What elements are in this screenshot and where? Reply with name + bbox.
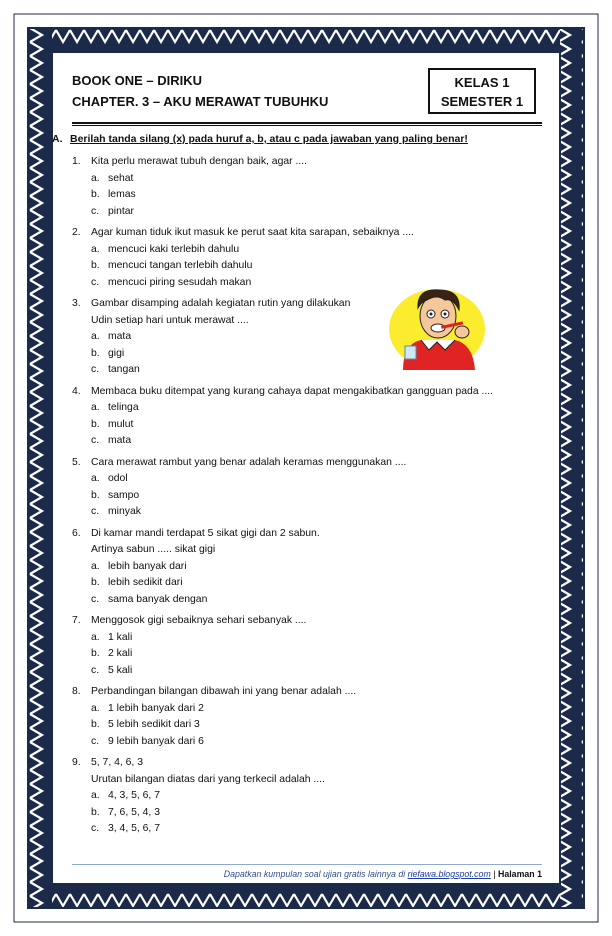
answer-option[interactable] — [72, 701, 542, 718]
option-letter: c. — [91, 664, 100, 676]
question-number: 8. — [72, 686, 81, 697]
answer-option[interactable] — [72, 242, 542, 259]
answer-option[interactable] — [72, 592, 542, 609]
option-text: 4, 3, 5, 6, 7 — [108, 790, 160, 801]
option-letter: b. — [91, 260, 100, 271]
question-number: 6. — [72, 527, 81, 539]
question-line — [72, 384, 542, 401]
question-line — [72, 755, 542, 772]
answer-option[interactable] — [72, 187, 542, 204]
option-letter: a. — [91, 473, 100, 484]
answer-option[interactable] — [72, 258, 542, 275]
option-letter: a. — [91, 790, 100, 801]
question-9 — [72, 755, 542, 838]
answer-option[interactable] — [72, 734, 542, 751]
answer-option[interactable] — [72, 488, 542, 505]
question-8 — [72, 684, 542, 750]
option-text: mulut — [108, 418, 134, 430]
option-text: sehat — [108, 172, 134, 184]
answer-option[interactable] — [72, 504, 542, 521]
header-titles — [72, 70, 328, 112]
option-letter: a. — [91, 702, 100, 714]
question-number: 1. — [72, 156, 81, 167]
answer-option[interactable] — [72, 559, 542, 576]
question-line — [72, 225, 542, 242]
option-text: tangan — [108, 364, 140, 375]
question-text: Kita perlu merawat tubuh dengan baik, agar .... — [91, 156, 308, 167]
question-text: Gambar disamping adalah kegiatan rutin yang dilakukan — [91, 298, 351, 309]
question-number: 9. — [72, 757, 81, 768]
question-1 — [72, 154, 542, 220]
option-letter: b. — [91, 719, 100, 730]
semester-label: SEMESTER 1 — [440, 94, 524, 109]
answer-option[interactable] — [72, 663, 542, 680]
answer-option[interactable] — [72, 417, 542, 434]
option-text: 1 kali — [108, 631, 133, 643]
option-letter: c. — [91, 435, 100, 446]
question-list — [72, 154, 542, 843]
option-letter: c. — [91, 205, 100, 217]
option-text: 5 lebih sedikit dari 3 — [108, 719, 200, 730]
question-text: Membaca buku ditempat yang kurang cahaya dapat mengakibatkan gangguan pada .... — [91, 385, 494, 397]
chapter-title: CHAPTER. 3 – AKU MERAWAT TUBUHKU — [72, 94, 329, 109]
option-letter: b. — [91, 648, 100, 659]
option-text: sama banyak dengan — [108, 593, 208, 605]
question-line — [72, 613, 542, 630]
option-text: 1 lebih banyak dari 2 — [108, 702, 204, 714]
option-letter: c. — [91, 276, 100, 288]
option-letter: c. — [91, 593, 100, 605]
class-label: KELAS 1 — [454, 75, 510, 90]
answer-option[interactable] — [72, 646, 542, 663]
option-text: minyak — [108, 506, 141, 517]
option-text: 5 kali — [108, 664, 133, 676]
option-letter: a. — [91, 560, 100, 572]
question-text-continued: Urutan bilangan diatas dari yang terkecil adalah .... — [91, 773, 325, 785]
section-letter: A. — [52, 133, 63, 145]
option-letter: a. — [91, 631, 100, 643]
question-6 — [72, 526, 542, 609]
question-line — [72, 526, 542, 543]
question-number: 4. — [72, 385, 81, 397]
option-letter: b. — [91, 489, 100, 501]
question-text: Menggosok gigi sebaiknya sehari sebanyak .... — [91, 615, 307, 626]
class-box — [428, 68, 536, 114]
option-letter: b. — [91, 189, 100, 200]
question-line — [72, 455, 542, 472]
header-rule-thick — [72, 122, 542, 124]
question-7 — [72, 613, 542, 679]
option-text: mencuci piring sesudah makan — [108, 276, 252, 288]
worksheet-header — [72, 70, 542, 120]
footer-separator: | — [493, 869, 496, 879]
section-instruction: Berilah tanda silang (x) pada huruf a, b, atau c pada jawaban yang paling benar! — [70, 133, 468, 145]
answer-option[interactable] — [72, 821, 542, 838]
page-footer — [72, 869, 542, 879]
option-letter: b. — [91, 806, 100, 818]
option-text: telinga — [108, 402, 139, 413]
question-line — [72, 684, 542, 701]
question-number: 3. — [72, 298, 81, 309]
option-text: pintar — [108, 205, 134, 217]
question-number: 7. — [72, 615, 81, 626]
option-text: 3, 4, 5, 6, 7 — [108, 823, 160, 834]
answer-option[interactable] — [72, 471, 542, 488]
option-text: lebih banyak dari — [108, 560, 187, 572]
option-text: 9 lebih banyak dari 6 — [108, 735, 204, 747]
footer-text: Dapatkan kumpulan soal ujian gratis lainnya di — [223, 869, 406, 879]
answer-option[interactable] — [72, 400, 542, 417]
option-letter: c. — [91, 735, 100, 747]
page-number: Halaman 1 — [497, 869, 542, 879]
answer-option[interactable] — [72, 171, 542, 188]
option-text: 7, 6, 5, 4, 3 — [108, 806, 160, 818]
answer-option[interactable] — [72, 433, 542, 450]
option-letter: b. — [91, 347, 100, 359]
answer-option[interactable] — [72, 575, 542, 592]
question-number: 2. — [72, 227, 81, 238]
option-text: mencuci kaki terlebih dahulu — [108, 243, 240, 255]
option-text: gigi — [108, 347, 125, 359]
book-title: BOOK ONE – DIRIKU — [72, 73, 203, 88]
option-letter: c. — [91, 823, 100, 834]
option-text: lebih sedikit dari — [108, 577, 183, 588]
question-text: Di kamar mandi terdapat 5 sikat gigi dan 2 sabun. — [91, 527, 320, 539]
question-text: Perbandingan bilangan dibawah ini yang benar adalah .... — [91, 686, 357, 697]
question-4 — [72, 384, 542, 450]
question-line — [72, 154, 542, 171]
option-text: lemas — [108, 189, 136, 200]
question-text: Cara merawat rambut yang benar adalah keramas menggunakan .... — [91, 456, 407, 468]
answer-option[interactable] — [72, 204, 542, 221]
header-rule-thin — [72, 125, 542, 126]
footer-rule — [72, 864, 542, 865]
question-text-continued: Udin setiap hari untuk merawat .... — [91, 314, 249, 326]
option-letter: a. — [91, 243, 100, 255]
option-text: mata — [108, 435, 132, 446]
answer-option[interactable] — [72, 805, 542, 822]
question-5 — [72, 455, 542, 521]
answer-option[interactable] — [72, 630, 542, 647]
option-letter: b. — [91, 418, 100, 430]
option-text: sampo — [108, 489, 140, 501]
option-text: 2 kali — [108, 648, 133, 659]
option-text: mata — [108, 331, 132, 342]
option-text: mencuci tangan terlebih dahulu — [108, 260, 253, 271]
answer-option[interactable] — [72, 788, 542, 805]
option-letter: a. — [91, 402, 100, 413]
option-letter: b. — [91, 577, 100, 588]
answer-option[interactable] — [72, 717, 542, 734]
option-letter: c. — [91, 364, 100, 375]
question-2 — [72, 225, 542, 291]
question-text: Agar kuman tiduk ikut masuk ke perut saat kita sarapan, sebaiknya .... — [91, 227, 414, 238]
footer-link[interactable]: riefawa.blogspot.com — [407, 869, 491, 879]
boy-brushing-teeth-icon — [387, 284, 489, 370]
question-text: 5, 7, 4, 6, 3 — [91, 757, 143, 768]
option-letter: c. — [91, 506, 100, 517]
option-letter: a. — [91, 331, 100, 342]
question-text-continued: Artinya sabun ..... sikat gigi — [91, 544, 216, 555]
option-letter: a. — [91, 172, 100, 184]
question-number: 5. — [72, 456, 81, 468]
option-text: odol — [108, 473, 128, 484]
